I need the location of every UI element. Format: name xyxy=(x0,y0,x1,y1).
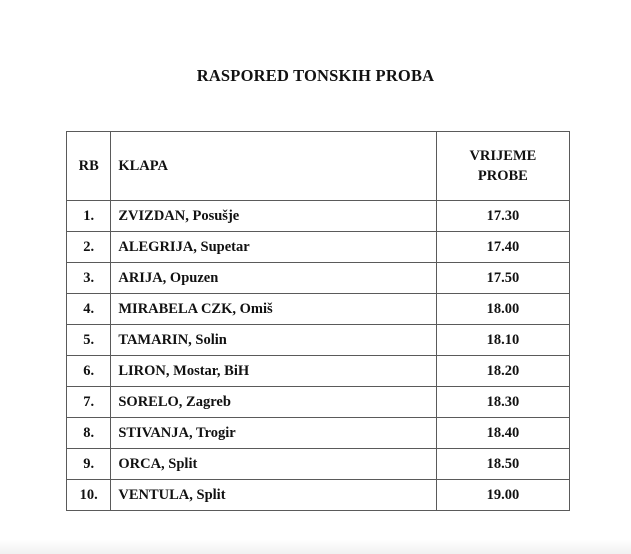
row-number: 3. xyxy=(67,263,111,294)
row-klapa: LIRON, Mostar, BiH xyxy=(111,356,436,387)
header-klapa: KLAPA xyxy=(111,132,436,201)
page-bottom-edge xyxy=(0,540,631,554)
header-rb: RB xyxy=(67,132,111,201)
row-number: 10. xyxy=(67,480,111,511)
row-time: 18.50 xyxy=(436,449,569,480)
table-row xyxy=(67,232,570,263)
table-row xyxy=(67,294,570,325)
row-number: 1. xyxy=(67,201,111,232)
table-row xyxy=(67,480,570,511)
row-number: 8. xyxy=(67,418,111,449)
schedule-table xyxy=(66,131,570,511)
row-klapa: ORCA, Split xyxy=(111,449,436,480)
row-time: 17.40 xyxy=(436,232,569,263)
table-row xyxy=(67,387,570,418)
header-time-line1: VRIJEME xyxy=(469,148,537,164)
row-time: 19.00 xyxy=(436,480,569,511)
row-klapa: ZVIZDAN, Posušje xyxy=(111,201,436,232)
header-time xyxy=(436,132,569,201)
row-time: 18.40 xyxy=(436,418,569,449)
row-time: 17.30 xyxy=(436,201,569,232)
table-header-row xyxy=(67,132,570,201)
row-number: 2. xyxy=(67,232,111,263)
row-klapa: MIRABELA CZK, Omiš xyxy=(111,294,436,325)
row-klapa: STIVANJA, Trogir xyxy=(111,418,436,449)
row-number: 9. xyxy=(67,449,111,480)
row-klapa: ARIJA, Opuzen xyxy=(111,263,436,294)
row-time: 18.10 xyxy=(436,325,569,356)
row-number: 4. xyxy=(67,294,111,325)
table-row xyxy=(67,356,570,387)
row-klapa: ALEGRIJA, Supetar xyxy=(111,232,436,263)
table-row xyxy=(67,263,570,294)
table-row xyxy=(67,418,570,449)
row-klapa: SORELO, Zagreb xyxy=(111,387,436,418)
row-klapa: VENTULA, Split xyxy=(111,480,436,511)
row-number: 7. xyxy=(67,387,111,418)
row-time: 18.00 xyxy=(436,294,569,325)
row-klapa: TAMARIN, Solin xyxy=(111,325,436,356)
document-title: RASPORED TONSKIH PROBA xyxy=(196,66,435,85)
row-time: 18.30 xyxy=(436,387,569,418)
header-time-line2: PROBE xyxy=(477,168,528,184)
table-row xyxy=(67,325,570,356)
row-number: 5. xyxy=(67,325,111,356)
row-number: 6. xyxy=(67,356,111,387)
table-row xyxy=(67,201,570,232)
row-time: 18.20 xyxy=(436,356,569,387)
row-time: 17.50 xyxy=(436,263,569,294)
table-row xyxy=(67,449,570,480)
